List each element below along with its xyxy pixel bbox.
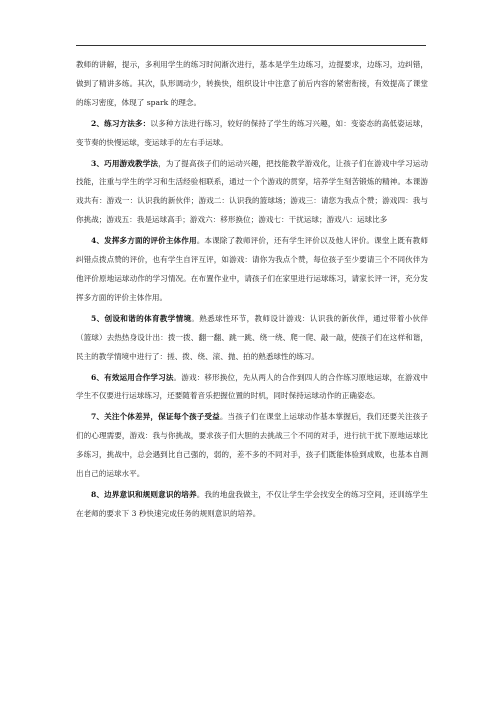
paragraph-7	[76, 408, 428, 484]
paragraph-heading: 7、关注个体差异，保证每个孩子受益	[91, 412, 220, 422]
paragraph-text: ，为了提高孩子们的运动兴趣，把技能教学游戏化，让孩子们在游戏中学习运动技能，注重与学生的学习和生活经验相联系，通过一个个游戏的贯穿，培养学生刻苦锻炼的精神。本课游戏共有：游戏一：认识我的新伙伴；游戏二：认识我的篮球场；游戏三：请您为我点个赞；游戏四：我与你挑战；游戏五：我是运球高手；游戏六：移形换位；游戏七：干扰运球；游戏八：运球比多	[76, 158, 428, 225]
header-rule	[76, 45, 426, 46]
paragraph-heading: 5、创设和谐的体育教学情境	[91, 313, 192, 323]
paragraph-text: 教师的讲解，提示，多利用学生的练习时间渐次进行，基本是学生边练习，边提要求，边练习，边纠错，做到了精讲多练。其次，队形调动少，转换快，组织设计中注意了前后内容的紧密衔接，有效提高了课堂的练习密度，体现了 spark 的理念。	[76, 60, 428, 107]
paragraph-text: 。游戏：移形换位，先从两人的合作到四人的合作练习原地运球，在游戏中学生不仅要进行运球练习，还要随着音乐把握位置的时机，同时保持运球动作的正确姿态。	[76, 372, 428, 401]
paragraph-1	[76, 56, 428, 113]
paragraph-text: 以多种方法进行练习，较好的保持了学生的练习兴趣，如：变姿态的高低姿运球，变节奏的快慢运球，变运球手的左右手运球。	[76, 118, 428, 147]
paragraph-3	[76, 155, 428, 231]
paragraph-text: 。本课除了教师评价，还有学生评价以及他人评价。课堂上既有教师纠错点拨点赞的评价，也有学生自评互评，如游戏：请你为我点个赞，每位孩子至少要请三个不同伙伴为他评价原地运球动作的学习情况。在布置作业中，请孩子们在家里进行运球练习，请家长评一评，充分发挥多方面的评价主体作用。	[76, 236, 428, 302]
paragraph-8	[76, 486, 428, 524]
document-body	[76, 56, 428, 526]
paragraph-heading: 8、边界意识和规则意识的培养	[91, 489, 197, 499]
paragraph-text: 。我的地盘我做主，不仅让学生学会找安全的练习空间，还训练学生在老师的要求下 3 秒快速完成任务的规则意识的培养。	[76, 489, 428, 518]
paragraph-heading: 6、有效运用合作学习法	[91, 372, 174, 382]
paragraph-4	[76, 232, 428, 308]
paragraph-2	[76, 115, 428, 153]
paragraph-text: 。熟悉球性环节，教师设计游戏：认识我的新伙伴，通过带着小伙伴（篮球）去热热身设计出：拨一拨、翻一翻、跳一跳、绕一绕、爬一爬、敲一敲，使孩子们在这样和谐，民主的教学情境中进行了：搓、拨、绕、滚、抛、拍的熟悉球性的练习。	[76, 313, 428, 361]
paragraph-heading: 4、发挥多方面的评价主体作用	[91, 236, 197, 246]
paragraph-6	[76, 369, 428, 407]
paragraph-heading: 2、练习方法多：	[91, 118, 151, 128]
paragraph-heading: 3、巧用游戏教学法	[91, 158, 159, 168]
paragraph-5	[76, 310, 428, 367]
paragraph-text: 。当孩子们在课堂上运球动作基本掌握后，我们还要关注孩子们的心理需要，游戏：我与你挑战，要求孩子们大胆的去挑战三个不同的对手，进行抗干扰下原地运球比多练习，挑战中，总会遇到比自己强的，弱的，差不多的不同对手，孩子们既能体验到成败，也基本自测出自己的运球水平。	[76, 412, 428, 479]
